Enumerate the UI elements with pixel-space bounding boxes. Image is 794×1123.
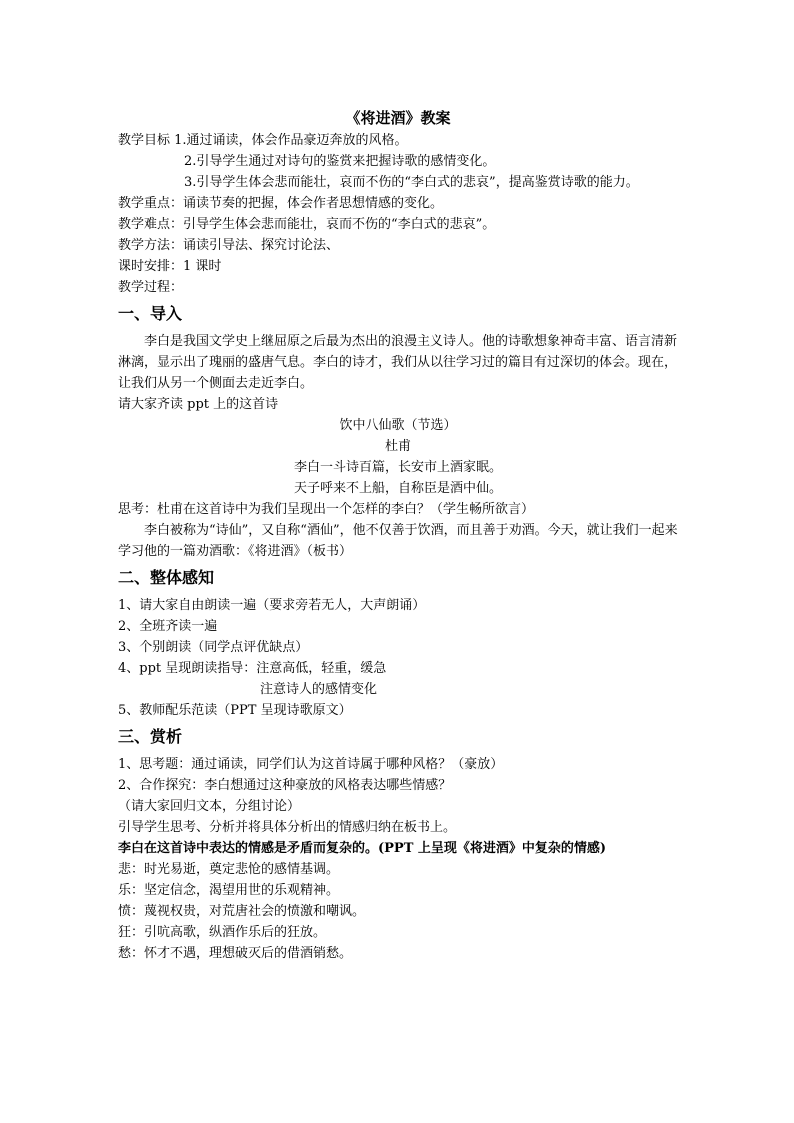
teaching-process-label: 教学过程： bbox=[118, 280, 184, 295]
page-title: 《将进酒》教案 bbox=[345, 109, 451, 127]
transition-paragraph: 李白被称为“诗仙”，又自称“酒仙”，他不仅善于饮酒，而且善于劝酒。今天，就让我们一起来学习他的一篇劝酒歌：《将进酒》（板书） bbox=[118, 523, 678, 559]
emotion-item: 愤：蔑视权贵，对荒唐社会的愤激和嘲讽。 bbox=[118, 904, 366, 919]
list-item-continuation: 注意诗人的感情变化 bbox=[260, 682, 378, 697]
emotion-item: 乐：坚定信念，渴望用世的乐观精神。 bbox=[118, 883, 340, 898]
question-2: 2、合作探究：李白想通过这种豪放的风格表达哪些情感？ bbox=[118, 778, 452, 793]
emotion-summary: 李白在这首诗中表达的情感是矛盾而复杂的。(PPT 上呈现《将进酒》中复杂的情感) bbox=[118, 841, 607, 856]
poem-author: 杜甫 bbox=[384, 439, 411, 454]
teaching-difficulty: 教学难点：引导学生体会悲而能壮，哀而不伤的“李白式的悲哀”。 bbox=[118, 217, 496, 232]
guide-text: 引导学生思考、分析并将具体分析出的情感归纳在板书上。 bbox=[118, 820, 457, 835]
lesson-plan-body bbox=[118, 106, 678, 964]
emotion-item: 狂：引吭高歌，纵酒作乐后的狂放。 bbox=[118, 925, 327, 940]
section-heading-intro: 一、导入 bbox=[118, 304, 183, 323]
poem-line-1: 李白一斗诗百篇，长安市上酒家眠。 bbox=[293, 460, 502, 475]
emotion-item: 愁：怀才不遇，理想破灭后的借酒销愁。 bbox=[118, 946, 353, 961]
list-item: 1、请大家自由朗读一遍（要求旁若无人，大声朗诵） bbox=[118, 598, 426, 613]
question-2-note: （请大家回归文本，分组讨论） bbox=[118, 799, 301, 814]
teaching-key-point: 教学重点：诵读节奏的把握，体会作者思想情感的变化。 bbox=[118, 196, 444, 211]
list-item: 2、全班齐读一遍 bbox=[118, 619, 218, 634]
section-heading-overview: 二、整体感知 bbox=[118, 568, 215, 587]
think-question: 思考：杜甫在这首诗中为我们呈现出一个怎样的李白？（学生畅所欲言） bbox=[118, 502, 535, 517]
list-item: 5、教师配乐范读（PPT 呈现诗歌原文） bbox=[118, 703, 352, 718]
emotion-item: 悲：时光易逝，奠定悲怆的感情基调。 bbox=[118, 862, 340, 877]
intro-paragraph: 李白是我国文学史上继屈原之后最为杰出的浪漫主义诗人。他的诗歌想象神奇丰富、语言清新淋漓，显示出了瑰丽的盛唐气息。李白的诗才，我们从以往学习过的篇目有过深切的体会。现在，让我们从另一个侧面去走近李白。 bbox=[118, 334, 678, 391]
teaching-goal-2: 2.引导学生通过对诗句的鉴赏来把握诗歌的感情变化。 bbox=[184, 154, 496, 169]
teaching-method: 教学方法：诵读引导法、探究讨论法、 bbox=[118, 238, 340, 253]
teaching-goal-3: 3.引导学生体会悲而能壮，哀而不伤的“李白式的悲哀”，提高鉴赏诗歌的能力。 bbox=[184, 175, 639, 190]
list-item: 3、个别朗读（同学点评优缺点） bbox=[118, 640, 309, 655]
class-schedule: 课时安排：1 课时 bbox=[118, 259, 222, 274]
section-heading-appreciation: 三、赏析 bbox=[118, 727, 183, 746]
poem-title: 饮中八仙歌（节选） bbox=[339, 418, 457, 433]
teaching-goal-1: 教学目标 1.通过诵读，体会作品豪迈奔放的风格。 bbox=[118, 133, 408, 148]
question-1: 1、思考题：通过诵读，同学们认为这首诗属于哪种风格？（豪放） bbox=[118, 757, 504, 772]
poem-line-2: 天子呼来不上船，自称臣是酒中仙。 bbox=[293, 481, 502, 496]
list-item: 4、ppt 呈现朗读指导：注意高低，轻重，缓急 bbox=[118, 661, 387, 676]
read-prompt: 请大家齐读 ppt 上的这首诗 bbox=[118, 397, 279, 412]
